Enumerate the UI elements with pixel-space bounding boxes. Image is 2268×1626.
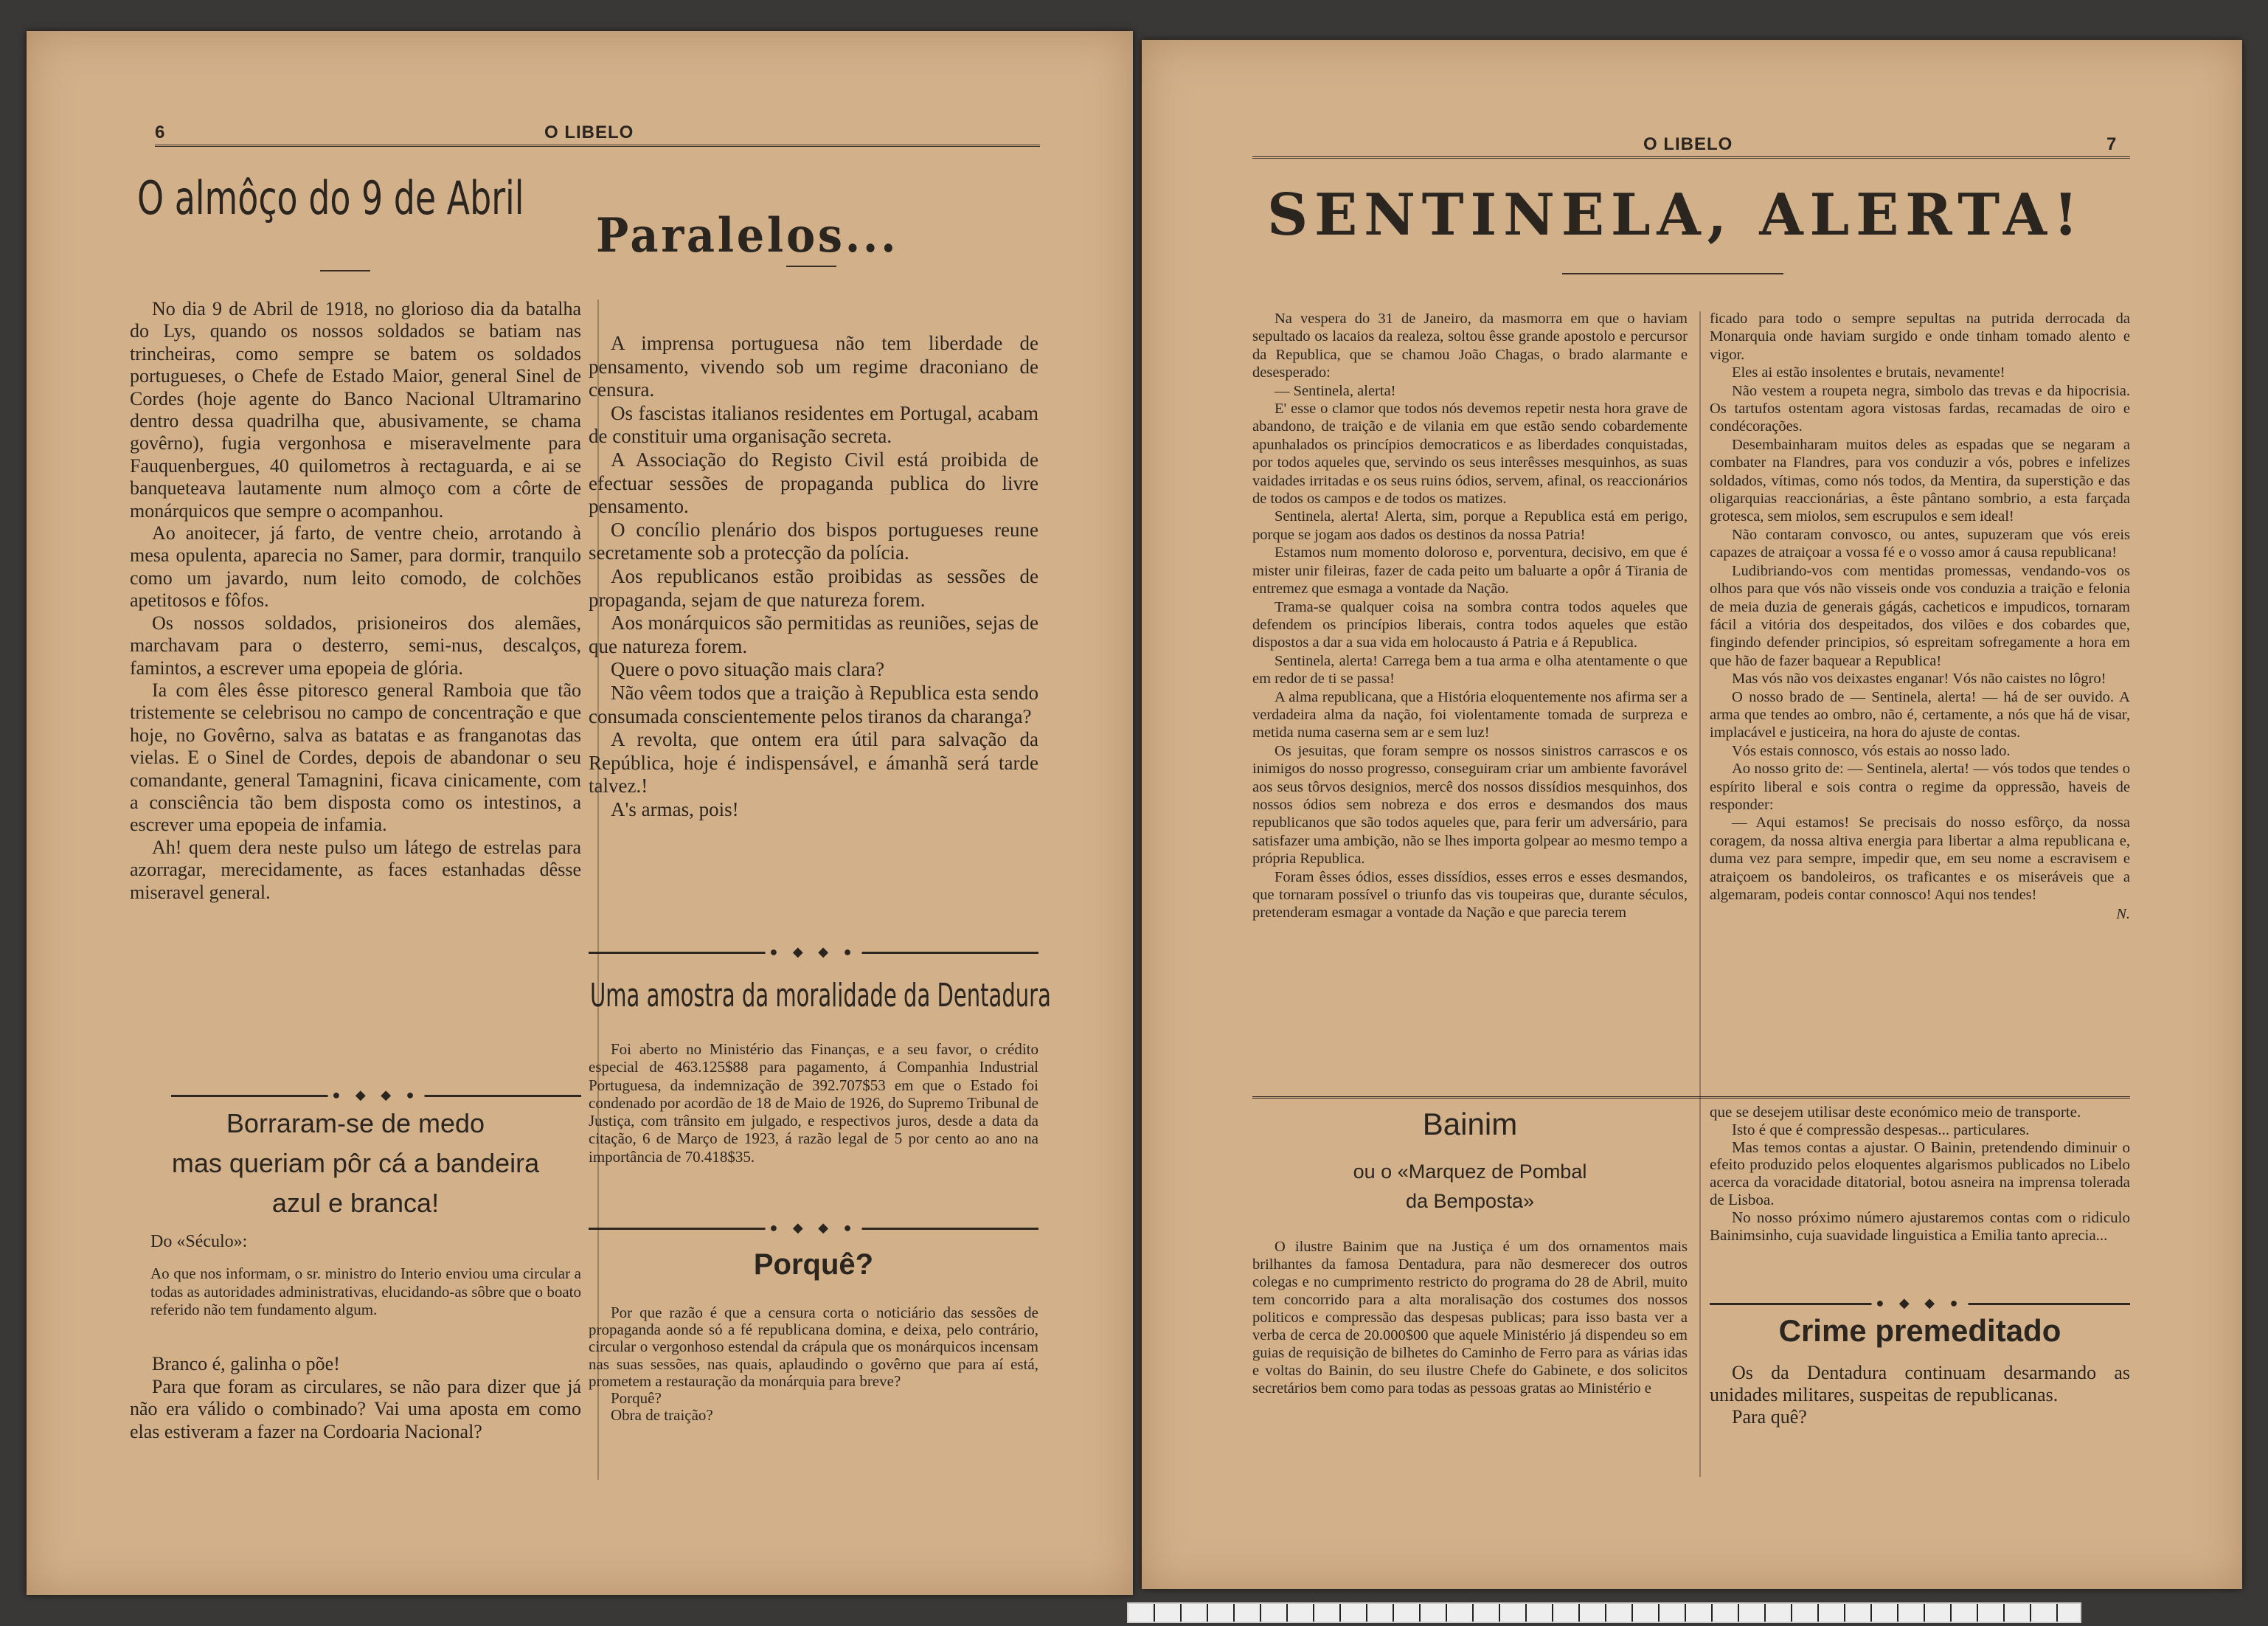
ornament-separator xyxy=(589,944,1038,959)
paragraph: Ao nosso grito de: — Sentinela, alerta! — vós todos que tendes o espírito liberal e sois contra o regime da oppressão, haveis de responder: xyxy=(1710,761,2130,813)
heading-line: Borraram-se de medo xyxy=(226,1108,485,1138)
paragraph: Mas temos contas a ajustar. O Bainin, pretendendo diminuir o efeito produzido pelos eloquentes algarismos publicados no Libelo acerca da voracidade ditatorial, botou asneira na imprensa tolerada de Lisboa. xyxy=(1710,1138,2130,1208)
borraram-body xyxy=(130,1353,581,1443)
paragraph: Aos monárquicos são permitidas as reuniões, sejas de que natureza forem. xyxy=(589,612,1038,657)
paragraph: Isto é que é compressão despesas... particulares. xyxy=(1732,1120,2030,1138)
running-title: O LIBELO xyxy=(544,122,634,142)
paragraph: Para que foram as circulares, se não para dizer que já não era válido o combinado? Vai uma aposta em como elas estiveram a fazer na Cordoaria Nacional? xyxy=(130,1375,581,1442)
paragraph: Sentinela, alerta! Alerta, sim, porque a Republica está em perigo, porque se jogam aos dados os destinos da nossa Patria! xyxy=(1252,508,1688,543)
title-rule xyxy=(320,270,370,271)
article-title-bainim: Bainim xyxy=(1422,1107,1518,1141)
borraram-heading xyxy=(130,1104,581,1223)
article-paralelos-body xyxy=(589,332,1038,821)
paragraph: Os nossos soldados, prisioneiros dos alemães, marchavam para o desterro, semi-nus, descalços, famintos, a escrever uma epopeia de glória. xyxy=(130,612,581,679)
paragraph: ficado para todo o sempre sepultas na putrida derrocada da Monarquia onde haviam surgido e onde tinham tomado alento e vigor. xyxy=(1710,311,2130,363)
paragraph: A alma republicana, que a História eloquentemente nos afirma ser a verdadeira alma da nação, foi violentamente tomada de surpreza e metida numa caserna sem ar e sem luz! xyxy=(1252,688,1688,741)
article-almoco-body xyxy=(130,298,581,904)
paragraph: O concílio plenário dos bispos portugueses reune secretamente sob a protecção da polícia. xyxy=(589,518,1038,564)
article-title-sentinela: SENTINELA, ALERTA! xyxy=(1267,181,2085,249)
heading-line: azul e branca! xyxy=(271,1188,440,1218)
paragraph: Sentinela, alerta! Carrega bem a tua arma e olha atentamente o que em redor de ti se passa! xyxy=(1252,652,1688,688)
paragraph: O ilustre Bainim que na Justiça é um dos ornamentos mais brilhantes da famosa Dentadura, para não desmerecer dos outros colegas e no cumprimento restricto do programa do 28 de Abril, muito tem concorrido para a alta moralisação dos costumes dos nossos politicos e compressão das despesas publicas; para isso basta ver a verba de cerca de 20.000$00 que aquele Ministério já dispendeu so em guias de requisição de bilhetes do Caminho de Ferro para as várias idas e voltas do Bainin, do seu ilustre Chefe do Gabinete, e dos solicitos secretários bem como para todas as pessoas gratas ao Ministério e xyxy=(1252,1239,1688,1397)
paragraph: Na vespera do 31 de Janeiro, da masmorra em que o haviam sepultado os lacaios da realeza, soltou êsse grande apostolo e percursor da Republica, que se chamou João Chagas, o brado alarmante e desesperado: xyxy=(1252,311,1688,381)
paragraph: Ia com êles êsse pitoresco general Ramboia que tão tristemente se celebrisou no campo de concentração e que hoje, no Govêrno, salva as batatas e as franganotas das vielas. E o Sinel de Cordes, depois de abandonar o seu comandante, general Tamagnini, ficava cinicamente, com a consciência tão bem disposta como os intestinos, a escrever uma epopeia de infamia. xyxy=(130,679,581,836)
paragraph: O nosso brado de — Sentinela, alerta! — há de ser ouvido. A arma que tendes ao ombro, não é, certamente, a nós que há de visar, implacável e justiceira, na hora do ajuste de contas. xyxy=(1710,688,2130,741)
ornament-separator xyxy=(171,1087,581,1102)
scale-ruler xyxy=(1127,1602,2081,1623)
running-head-right xyxy=(1252,134,2130,159)
paragraph: Para quê? xyxy=(1732,1406,1807,1428)
paragraph: Ah! quem dera neste pulso um látego de estrelas para azorragar, merecidamente, as faces estanhadas dêsse miseravel general. xyxy=(130,836,581,903)
section-rule xyxy=(1252,1096,2130,1099)
article-amostra-body xyxy=(589,1040,1038,1166)
right-page xyxy=(1142,40,2242,1589)
paragraph: No nosso próximo número ajustaremos contas com o ridiculo Bainimsinho, cuja suavidade linguistica a Emilia tanto apreciа... xyxy=(1710,1208,2130,1244)
page-number: 6 xyxy=(155,122,165,142)
article-title-paralelos: Paralelos... xyxy=(596,208,899,263)
bainim-col1 xyxy=(1252,1238,1688,1397)
paragraph: Mas vós não vos deixastes enganar! Vós não caistes no lôgro! xyxy=(1732,671,2106,688)
subtitle-line: da Bemposta» xyxy=(1405,1190,1535,1212)
article-title-almoco: O almôço do 9 de Abril xyxy=(137,171,524,225)
ornament: ● ◆ ◆ ● xyxy=(1872,1295,1969,1311)
paragraph: Eles ai estão insolentes e brutais, nevamente! xyxy=(1732,364,2005,381)
ornament: ● ◆ ◆ ● xyxy=(328,1087,425,1103)
sentinela-col2 xyxy=(1710,310,2130,924)
paragraph: Estamos num momento doloroso e, porventura, decisivo, em que é mister unir fileiras, fazer de cada peito um baluarte a opôr á Tirania de entremez que esmaga a vontade da Nação. xyxy=(1252,544,1688,598)
paragraph: E' esse o clamor que todos nós devemos repetir nesta hora grave de abandono, de traição e de vilania em que estão sendo cobardemente apunhalados os princípios democraticos e as liberdades conquistadas, por todos aqueles que, servindo os seus interêsses mesquinhos, as suas vaidades irritadas e os seus ruins ódios, servem, afinal, os reaccionários de todos os campos e de todos os matizes. xyxy=(1252,401,1688,508)
paragraph: Vós estais connosco, vós estais ao nosso lado. xyxy=(1732,742,2011,759)
paragraph: A's armas, pois! xyxy=(611,798,739,820)
paragraph: Foi aberto no Ministério das Finanças, e a seu favor, o crédito especial de 463.125$88 para pagamento, á Companhia Industrial Portuguesa, da indemnização de 392.707$53 em que o Estado foi condenado por acordão de 18 de Maio de 1926, do Supremo Tribunal de Justiça, com trânsito em julgado, e respectivos juros, desde a data da citação, 6 de Março de 1923, á razão legal de 5 por cento ao ano na importância de 70.418$35. xyxy=(589,1040,1038,1166)
column-divider xyxy=(1699,311,1701,1477)
bainim-subtitle xyxy=(1252,1157,1688,1216)
paragraph: Ao anoitecer, já farto, de ventre cheio, arrotando à mesa opulenta, aparecia no Samer, para dormir, tranquilo como um javardo, num leito comodo, de colchões apetitosos e fôfos. xyxy=(130,522,581,612)
paragraph: Ludibriando-vos com mentidas promessas, vendando-vos os olhos para que vós não visseis onde vos conduzia a traição e felonia de meia duzia de generais gágás, cacheticos e impudicos, tornaram fácil a vitória dos despeitados, dos vilões e dos cobardes que, fingindo defender principios, só espreitam sofregamente a hora em que hão de fazer baquear a Republica! xyxy=(1710,562,2130,669)
paragraph: Porquê? xyxy=(611,1389,662,1408)
article-porque-body xyxy=(589,1304,1038,1424)
paragraph: Os da Dentadura continuam desarmando as unidades militares, suspeitas de republicanas. xyxy=(1710,1362,2130,1405)
paragraph: Trama-se qualquer coisa na sombra contra todos aqueles que defendem os princípios liberais, contra todos aqueles que estão dispostos a dar a sua vida em holocausto á Patria e á Republica. xyxy=(1252,598,1688,651)
page-number: 7 xyxy=(2106,134,2117,154)
paragraph: — Aqui estamos! Se precisais do nosso esfôrço, da nossa coragem, da nossa altiva energia para libertar a alma republicana e, duma vez para sempre, impedir que, em seu nome a escravisem e atraiçoem os bandoleiros, os traficantes e os miseráveis que a algemaram, podeis contar connosco! Aqui nos tendes! xyxy=(1710,814,2130,903)
running-head-left xyxy=(155,122,1040,147)
signature: N. xyxy=(2116,906,2130,923)
sentinela-col1 xyxy=(1252,310,1688,922)
paragraph: Desembainharam muitos deles as espadas que se negaram a combater na Flandres, para vos conduzir a vós, pobres e infelizes soldados, vítimas, como nós todos, da Mentira, da superstição e das oligarquias reaccionárias, a êste pântano sombrio, a esta farçada grotesca, sem miolos, sem escrupulos e sem ideal! xyxy=(1710,436,2130,525)
paragraph: Obra de traição? xyxy=(611,1406,713,1425)
paragraph: Por que razão é que a censura corta o noticiário das sessões de propaganda aonde só a fé republicana domina, e deixa, pelo contrário, circular o vergonhoso estendal da crápula que os monárquicos incensam nas suas sessões, nas quais, aplaudindo o govêrno que para aí está, prometem a restauração da monárquia para breve? xyxy=(589,1304,1038,1390)
paragraph: A Associação do Registo Civil está proibida de efectuar sessões de propaganda publica do livre pensamento. xyxy=(589,448,1038,518)
paragraph: No dia 9 de Abril de 1918, no glorioso dia da batalha do Lys, quando os nossos soldados se batiam nas trincheiras, como sempre se batem os soldados portugueses, o Chefe de Estado Maior, general Sinel de Cordes (hoje agente do Banco Nacional Ultramarino dentro dessa quadrilha que, abusivamente, se chama govêrno), fugia vergonhosa e miseravelmente para Fauquenbergues, 40 quilometros à rectaguarda, e ai se banqueteava lautamente num almoço com a côrte de monárquicos que sempre o acompanhou. xyxy=(130,298,581,522)
ornament: ● ◆ ◆ ● xyxy=(766,944,862,960)
quote-source: Do «Século»: xyxy=(150,1232,248,1251)
paragraph: Aos republicanos estão proibidas as sessões de propaganda, sejam de que natureza forem. xyxy=(589,564,1038,611)
article-title-amostra: Uma amostra da moralidade da Dentadura xyxy=(590,977,1051,1014)
ornament: ● ◆ ◆ ● xyxy=(766,1220,862,1236)
quote-text: Ao que nos informam, o sr. ministro do Interio enviou uma circular a todas as autoridades administrativas, elucidando-as sôbre que o boato referido não tem fundamento algum. xyxy=(150,1265,581,1318)
ornament-separator xyxy=(589,1220,1038,1235)
paragraph: Foram êsses ódios, esses dissídios, esses erros e esses desmandos, que tornaram possível o triunfo das vis toupeiras que, durante séculos, pretenderam esmagar a vontade da Nação e que parecia terem xyxy=(1252,868,1688,921)
title-rule xyxy=(786,266,836,267)
paragraph: Não vêem todos que a traição à Republica esta sendo consumada conscientemente pelos tiranos da charanga? xyxy=(589,681,1038,727)
paragraph: Branco é, galinha o põe! xyxy=(152,1353,340,1374)
article-title-crime: Crime premeditado xyxy=(1778,1313,2061,1348)
paragraph: Não vestem a roupeta negra, simbolo das trevas e da hipocrisia. Os tartufos ostentam agora vistosas fardas, recamadas de oiro e condécorações. xyxy=(1710,382,2130,435)
subtitle-line: ou o «Marquez de Pombal xyxy=(1353,1160,1587,1183)
paragraph: Os jesuitas, que foram sempre os nossos sinistros carrascos e os inimigos do nosso progresso, conseguiram criar um ambiente favorável aos seus tôrvos designios, mercê dos nossos dissídios mesquinhos, dos nossos ódios sem nobreza e dos erros e desmandos dos maus republicanos que são todos aqueles que, para ferir um adversário, para satisfazer uma ambição, não se lhes importa golpear ao mesmo tempo a própria Republica. xyxy=(1252,742,1688,868)
running-title: O LIBELO xyxy=(1643,134,1733,154)
title-rule xyxy=(1562,273,1783,274)
bainim-col2 xyxy=(1710,1104,2130,1244)
heading-line: mas queriam pôr cá a bandeira xyxy=(171,1148,540,1178)
paragraph: que se desejem utilisar deste económico meio de transporte. xyxy=(1710,1103,2081,1121)
paragraph: A imprensa portuguesa não tem liberdade de pensamento, vivendo sob um regime draconiano de censura. xyxy=(589,332,1038,401)
ornament-separator xyxy=(1710,1295,2130,1310)
paragraph: A revolta, que ontem era útil para salvação da República, hoje é indispensável, e ámanhã será tarde talvez.! xyxy=(589,728,1038,798)
left-page xyxy=(27,31,1133,1595)
crime-body xyxy=(1710,1362,2130,1428)
paragraph: Não contaram convosco, ou antes, supuzeram que vós ereis capazes de atraiçoar a vossa fé e o vosso amor á causa republicana! xyxy=(1710,526,2130,561)
article-title-porque: Porquê? xyxy=(753,1248,874,1281)
paragraph: Quere o povo situação mais clara? xyxy=(611,658,885,681)
paragraph: — Sentinela, alerta! xyxy=(1275,382,1396,399)
paragraph: Os fascistas italianos residentes em Portugal, acabam de constituir uma organisação secreta. xyxy=(589,401,1038,448)
